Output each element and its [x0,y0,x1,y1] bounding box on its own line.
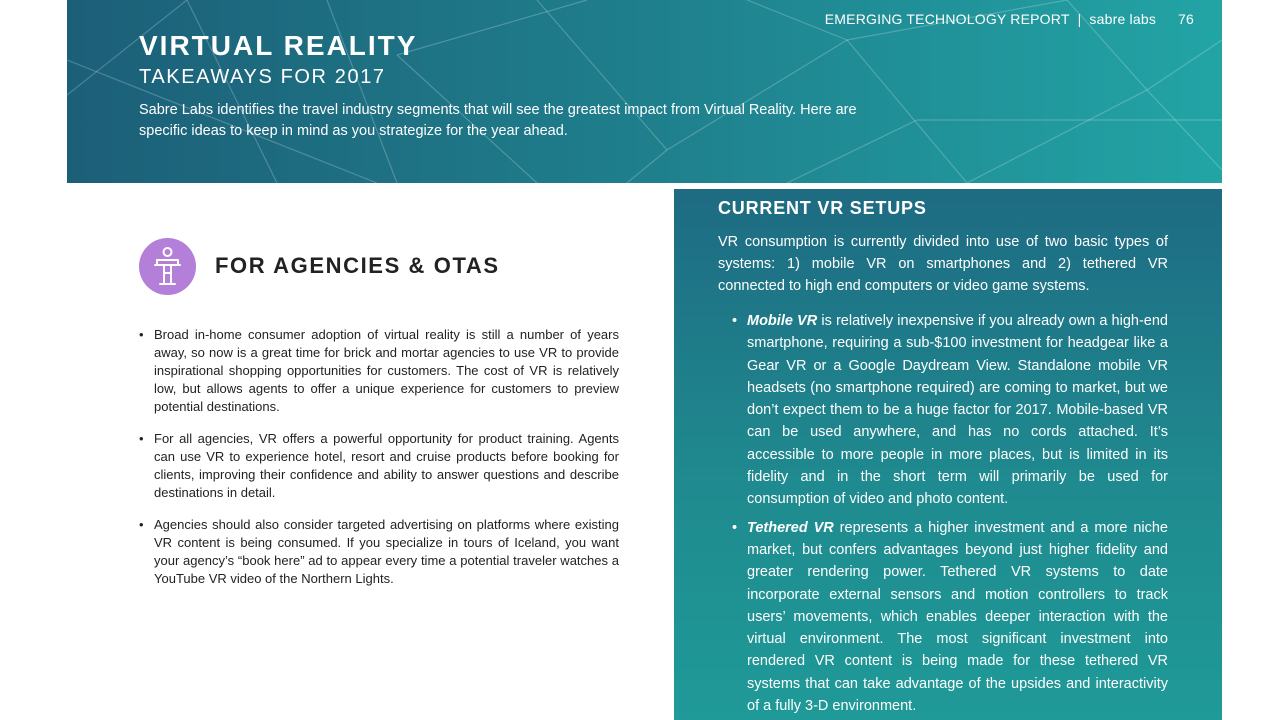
list-item-mobile-vr [732,310,1168,511]
running-head-separator: | [1077,11,1082,27]
list-item: • Broad in-home consumer adoption of virtual reality is still a number of years away, so now is a great time for brick and mortar agencies to use VR to provide inspirational shopping opportunities for customers. The cost of VR is relatively low, but allows agents to offer a unique experience for customers to preview potential destinations. [139,326,619,416]
running-head [825,11,1194,27]
page-number: 76 [1178,11,1194,27]
agencies-heading: FOR AGENCIES & OTAS [215,253,500,278]
vr-setups-heading: CURRENT VR SETUPS [718,198,927,218]
intro-paragraph: Sabre Labs identifies the travel industry segments that will see the greatest impact from Virtual Reality. Here are specific ideas to keep in mind as you strategize for the year ahead. [139,102,857,139]
vr-setups-lead: VR consumption is currently divided into use of two basic types of systems: 1) mobile VR on smartphones and 2) tethered VR connected to high end computers or video game systems. [718,234,1168,294]
vr-setups-panel [674,189,1222,720]
network-lines-decoration [67,0,1222,183]
kiosk-person-icon [139,238,196,295]
term-tethered-vr: Tethered VR [747,519,834,536]
tethered-vr-text: represents a higher investment and a more niche market, but confers advantages beyond just higher fidelity and greater rendering power. Tethered VR systems to date incorporate external sensors and motion controllers to track users’ movements, which enables deeper interaction with the virtual environment. The most significant investment into rendered VR content is being made for these tethered VR systems that can take advantage of the upsides and interactivity of a fully 3-D environment. [747,519,1168,715]
vr-setups-list [732,310,1168,720]
brand-name: sabre labs [1089,11,1157,27]
report-name: EMERGING TECHNOLOGY REPORT [824,11,1070,27]
list-item: • Agencies should also consider targeted advertising on platforms where existing VR content is being consumed. If you specialize in tours of Iceland, you want your agency’s “book here” ad to appear every time a potential traveler watches a YouTube VR video of the Northern Lights. [139,516,619,588]
list-item-tethered-vr [732,517,1168,718]
report-page [67,0,1222,720]
page-title: VIRTUAL REALITY [139,30,418,61]
header-banner [67,0,1222,183]
agencies-bullet-list [139,326,619,602]
list-item: • For all agencies, VR offers a powerful opportunity for product training. Agents can use VR to experience hotel, resort and cruise products before booking for clients, improving their confidence and ability to answer questions and describe destinations in detail. [139,430,619,502]
term-mobile-vr: Mobile VR [747,313,818,329]
page-subtitle: TAKEAWAYS FOR 2017 [139,66,386,88]
agencies-section [67,183,672,720]
mobile-vr-text: is relatively inexpensive if you already own a high-end smartphone, requiring a sub-$100 investment for headgear like a Gear VR or a Google Daydream View. Standalone mobile VR headsets (no smartphone required) are coming to market, but we don’t expect them to be a huge factor for 2017. Mobile-based VR can be used anywhere, and has no cords attached. It’s accessible to more people in more places, but is limited in its fidelity and in the short term will primarily be used for consumption of video and photo content. [747,313,1168,508]
